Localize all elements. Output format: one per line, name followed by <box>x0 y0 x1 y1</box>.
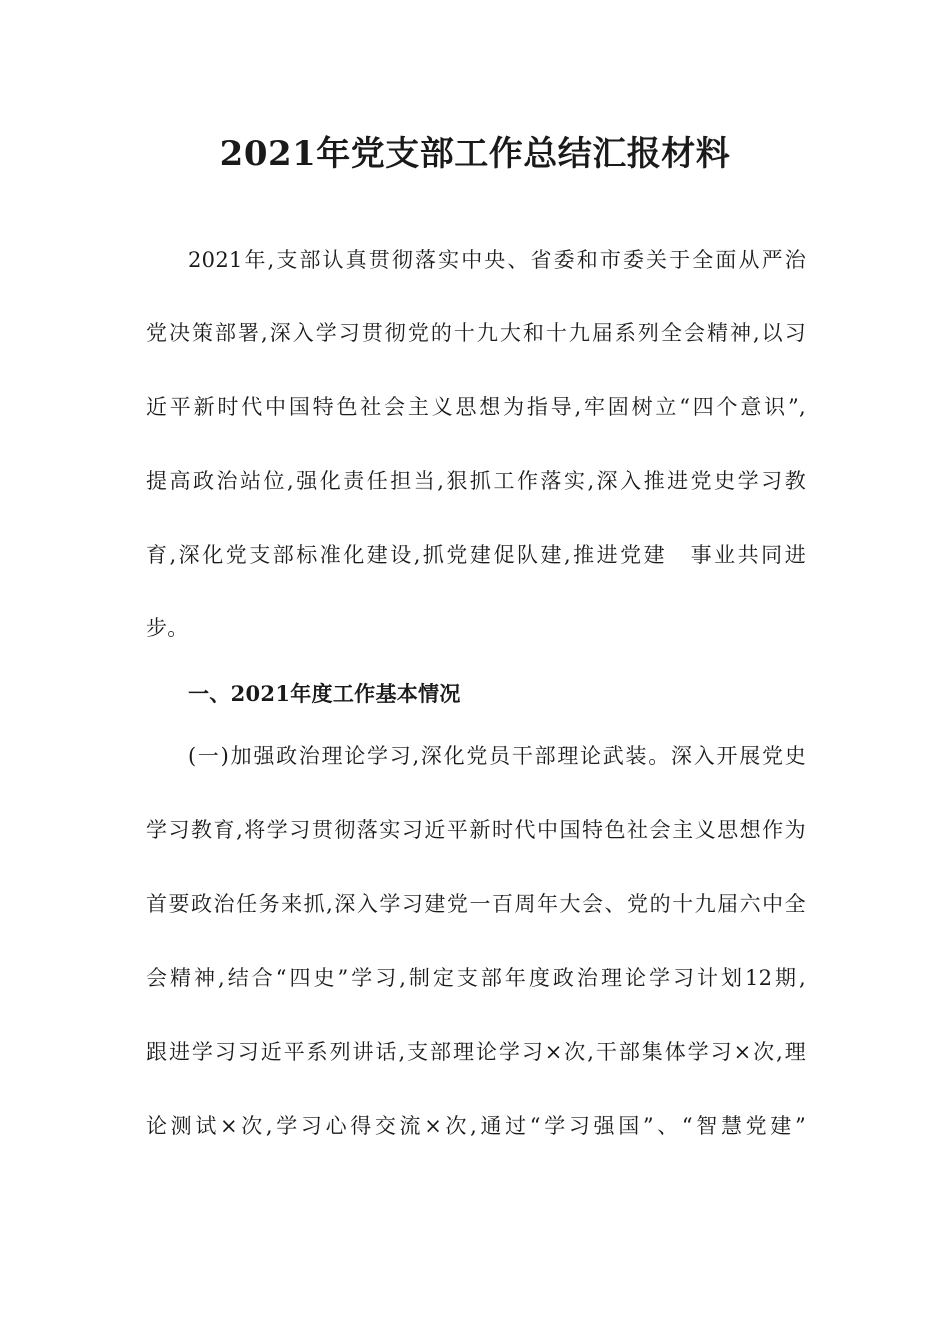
intro-line-5: 育,深化党支部标准化建设,抓党建促队建,推进党建 事业共同进 <box>146 543 806 567</box>
intro-line-4: 提高政治站位,强化责任担当,狠抓工作落实,深入推进党史学习教 <box>146 469 806 493</box>
section1-line-4: 会精神,结合“四史”学习,制定支部年度政治理论学习计划12期, <box>146 966 806 990</box>
document-title: 2021年党支部工作总结汇报材料 <box>219 134 731 174</box>
section1-line-1: (一)加强政治理论学习,深化党员干部理论武装。深入开展党史 <box>188 744 806 768</box>
section1-line-2: 学习教育,将学习贯彻落实习近平新时代中国特色社会主义思想作为 <box>146 818 806 842</box>
section-heading: 一、2021年度工作基本情况 <box>188 681 461 706</box>
section1-line-6: 论测试×次,学习心得交流×次,通过“学习强国”、“智慧党建” <box>146 1114 806 1138</box>
intro-line-6: 步。 <box>146 616 189 640</box>
section1-line-5: 跟进学习习近平系列讲话,支部理论学习×次,干部集体学习×次,理 <box>146 1040 806 1064</box>
intro-line-2: 党决策部署,深入学习贯彻党的十九大和十九届系列全会精神,以习 <box>146 321 806 345</box>
intro-line-3: 近平新时代中国特色社会主义思想为指导,牢固树立“四个意识”, <box>146 395 806 419</box>
section1-line-3: 首要政治任务来抓,深入学习建党一百周年大会、党的十九届六中全 <box>146 892 806 916</box>
intro-line-1: 2021年,支部认真贯彻落实中央、省委和市委关于全面从严治 <box>188 248 806 272</box>
